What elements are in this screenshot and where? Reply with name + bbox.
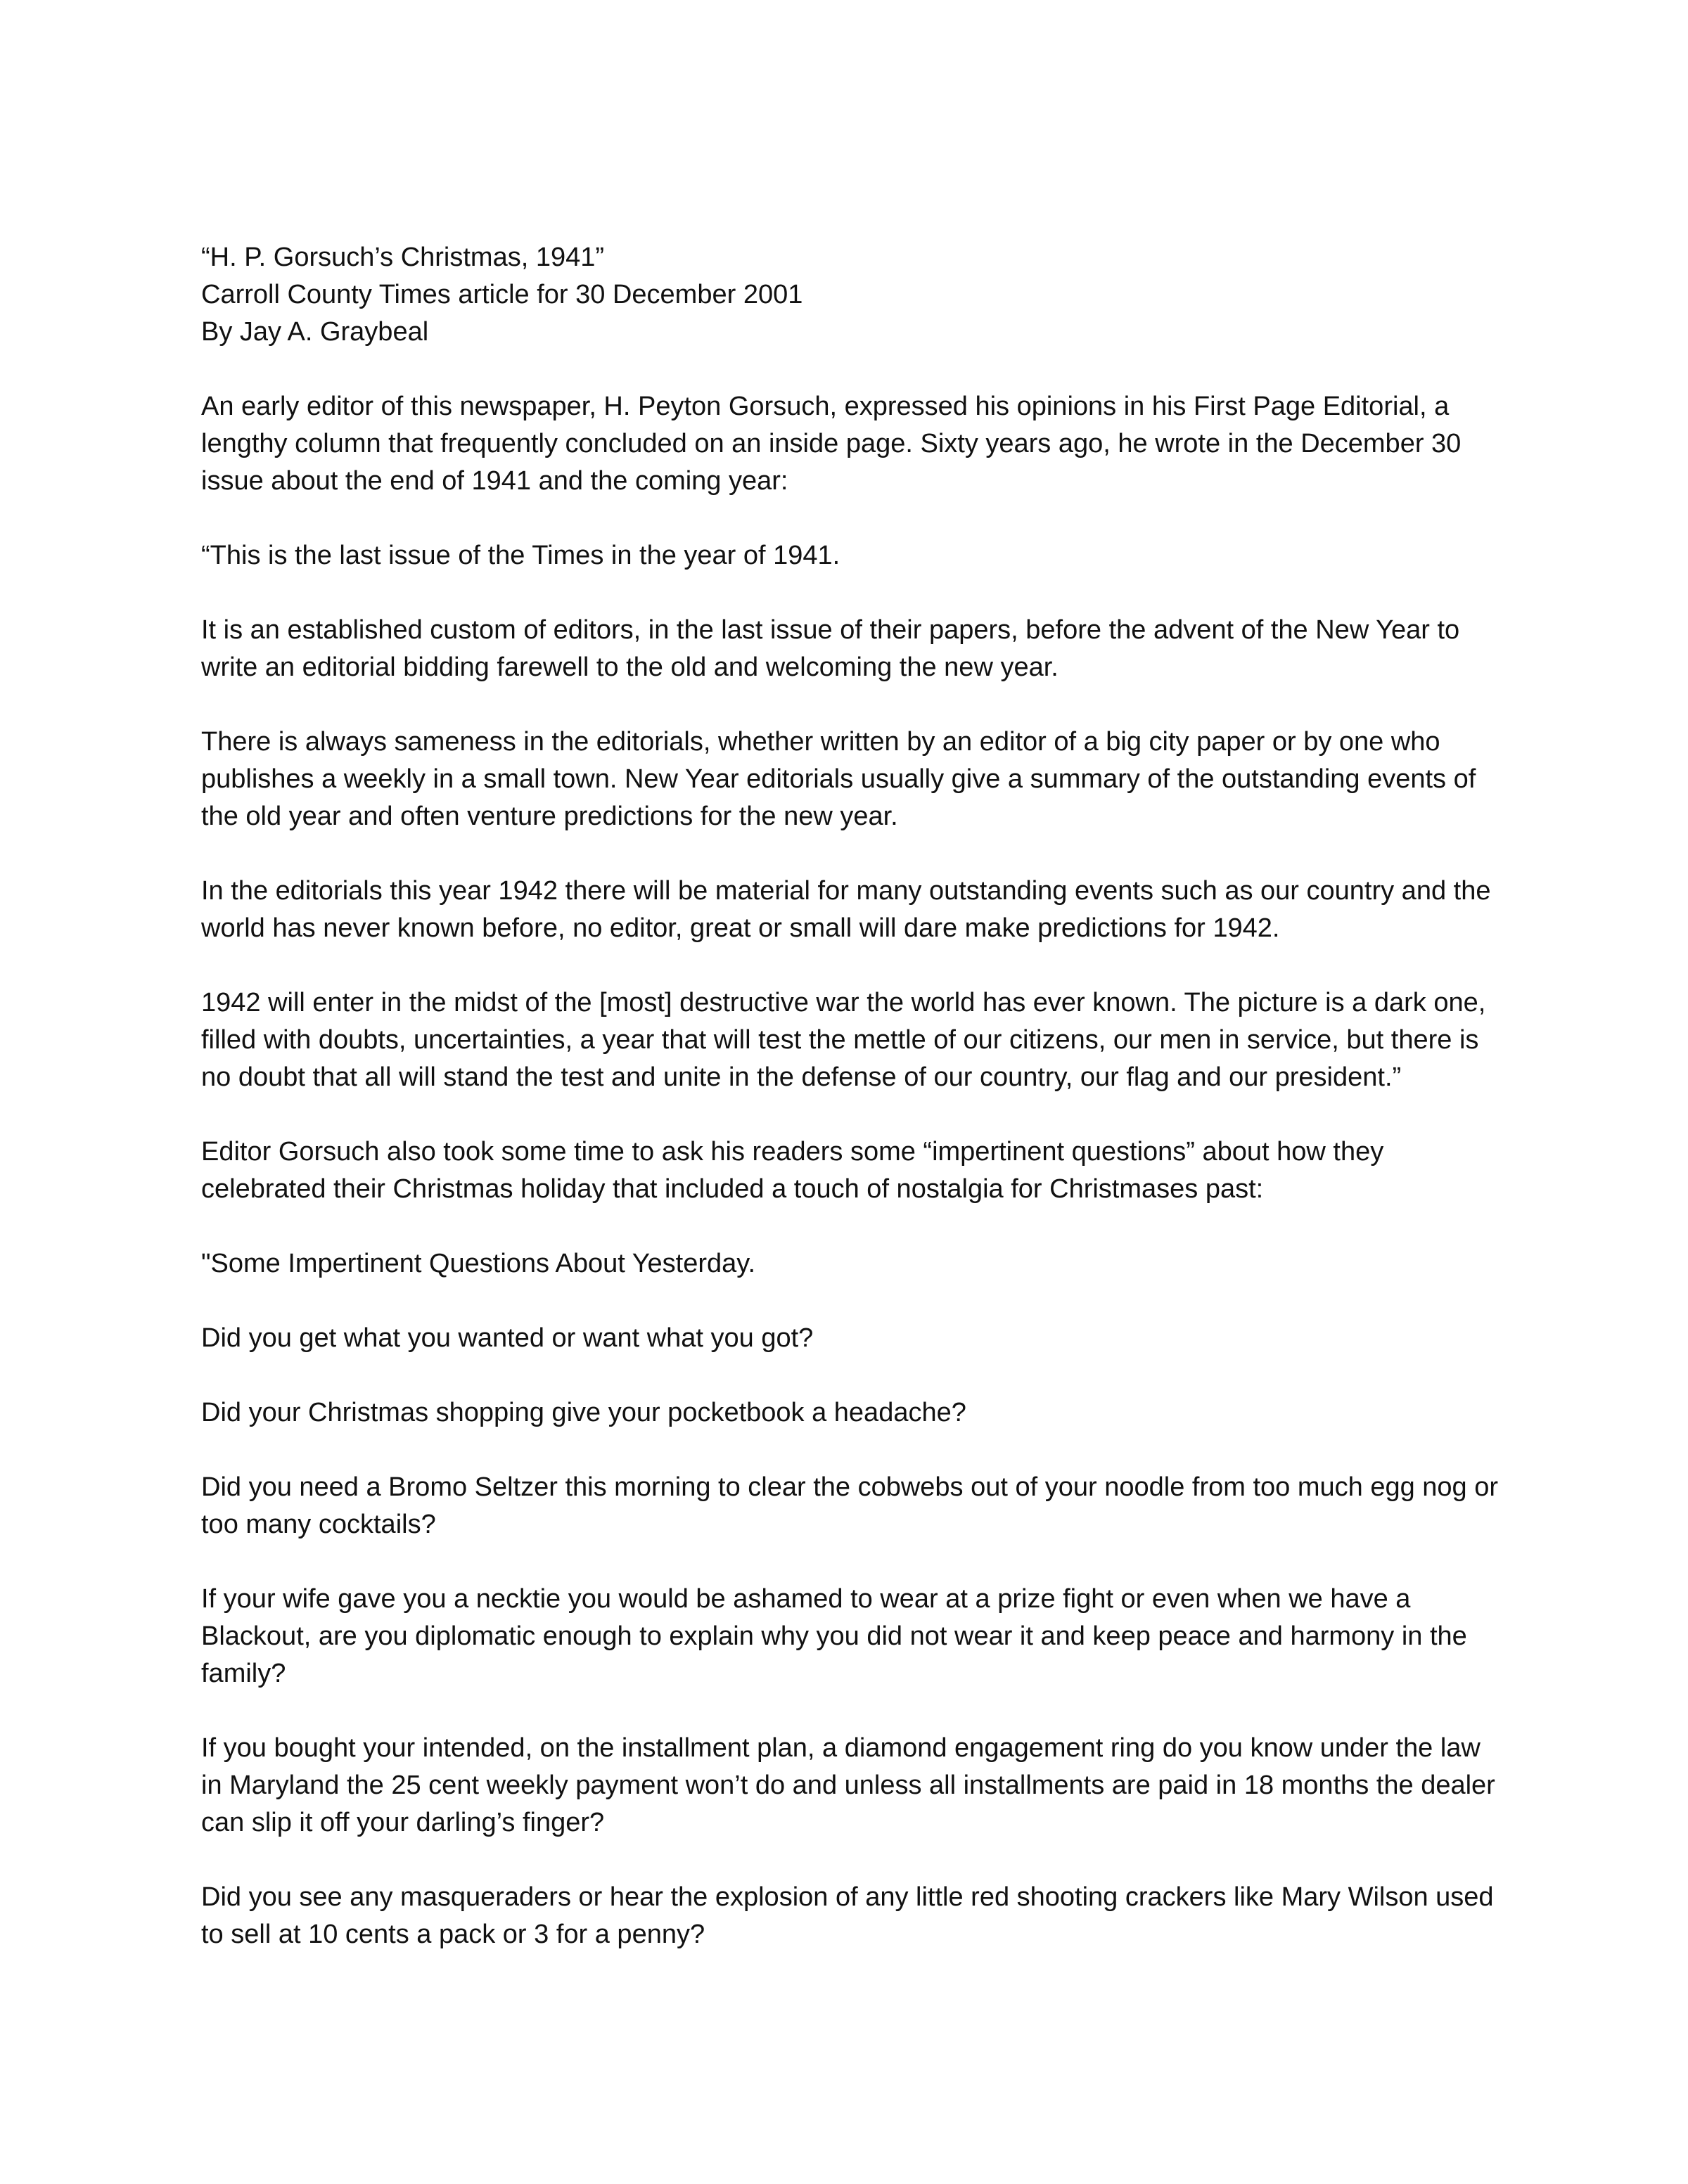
paragraph-question-4: If your wife gave you a necktie you would be ashamed to wear at a prize fight or even when we have a Blackout, are you diplomatic enough to explain why you did not wear it and keep peace and harmony in the family? [201,1584,1467,1688]
paragraph-question-5: If you bought your intended, on the installment plan, a diamond engagement ring do you know under the law in Maryland the 25 cent weekly payment won’t do and unless all installments are paid in 18 months the dealer can slip it off your darling’s finger? [201,1733,1495,1837]
paragraph-question-2: Did your Christmas shopping give your pocketbook a headache? [201,1398,966,1427]
paragraph-predictions: In the editorials this year 1942 there will be material for many outstanding events such as our country and the world has never known before, no editor, great or small will dare make predictions for 1942. [201,876,1491,943]
paragraph-question-3: Did you need a Bromo Seltzer this morning to clear the cobwebs out of your noodle from too much egg nog or too many cocktails? [201,1472,1499,1539]
article-header [201,239,1502,351]
paragraph-question-1: Did you get what you wanted or want what you got? [201,1323,814,1353]
article-byline: By Jay A. Graybeal [201,317,429,347]
paragraph-custom: It is an established custom of editors, in the last issue of their papers, before the advent of the New Year to write an editorial bidding farewell to the old and welcoming the new year. [201,615,1460,682]
paragraph-war: 1942 will enter in the midst of the [most] destructive war the world has ever known. The picture is a dark one, filled with doubts, uncertainties, a year that will test the mettle of our citizens, our men in service, but there is no doubt that all will stand the test and unite in the defense of our country, our flag and our president.” [201,988,1486,1092]
paragraph-impertinent-intro: Editor Gorsuch also took some time to ask his readers some “impertinent questions” about how they celebrated their Christmas holiday that included a touch of nostalgia for Christmases past: [201,1137,1384,1204]
article-body [201,239,1502,1991]
article-publication: Carroll County Times article for 30 December 2001 [201,280,803,309]
paragraph-question-6: Did you see any masqueraders or hear the explosion of any little red shooting crackers like Mary Wilson used to sell at 10 cents a pack or 3 for a penny? [201,1882,1494,1949]
paragraph-intro: An early editor of this newspaper, H. Peyton Gorsuch, expressed his opinions in his First Page Editorial, a lengthy column that frequently concluded on an inside page. Sixty years ago, he wrote in the December 30 issue about the end of 1941 and the coming year: [201,392,1462,496]
paragraph-questions-heading: "Some Impertinent Questions About Yesterday. [201,1249,756,1278]
paragraph-quote-start: “This is the last issue of the Times in the year of 1941. [201,541,840,570]
paragraph-sameness: There is always sameness in the editorials, whether written by an editor of a big city paper or by one who publishes a weekly in a small town. New Year editorials usually give a summary of the outstanding events of the old year and often venture predictions for the new year. [201,727,1476,831]
article-title: “H. P. Gorsuch’s Christmas, 1941” [201,243,605,272]
